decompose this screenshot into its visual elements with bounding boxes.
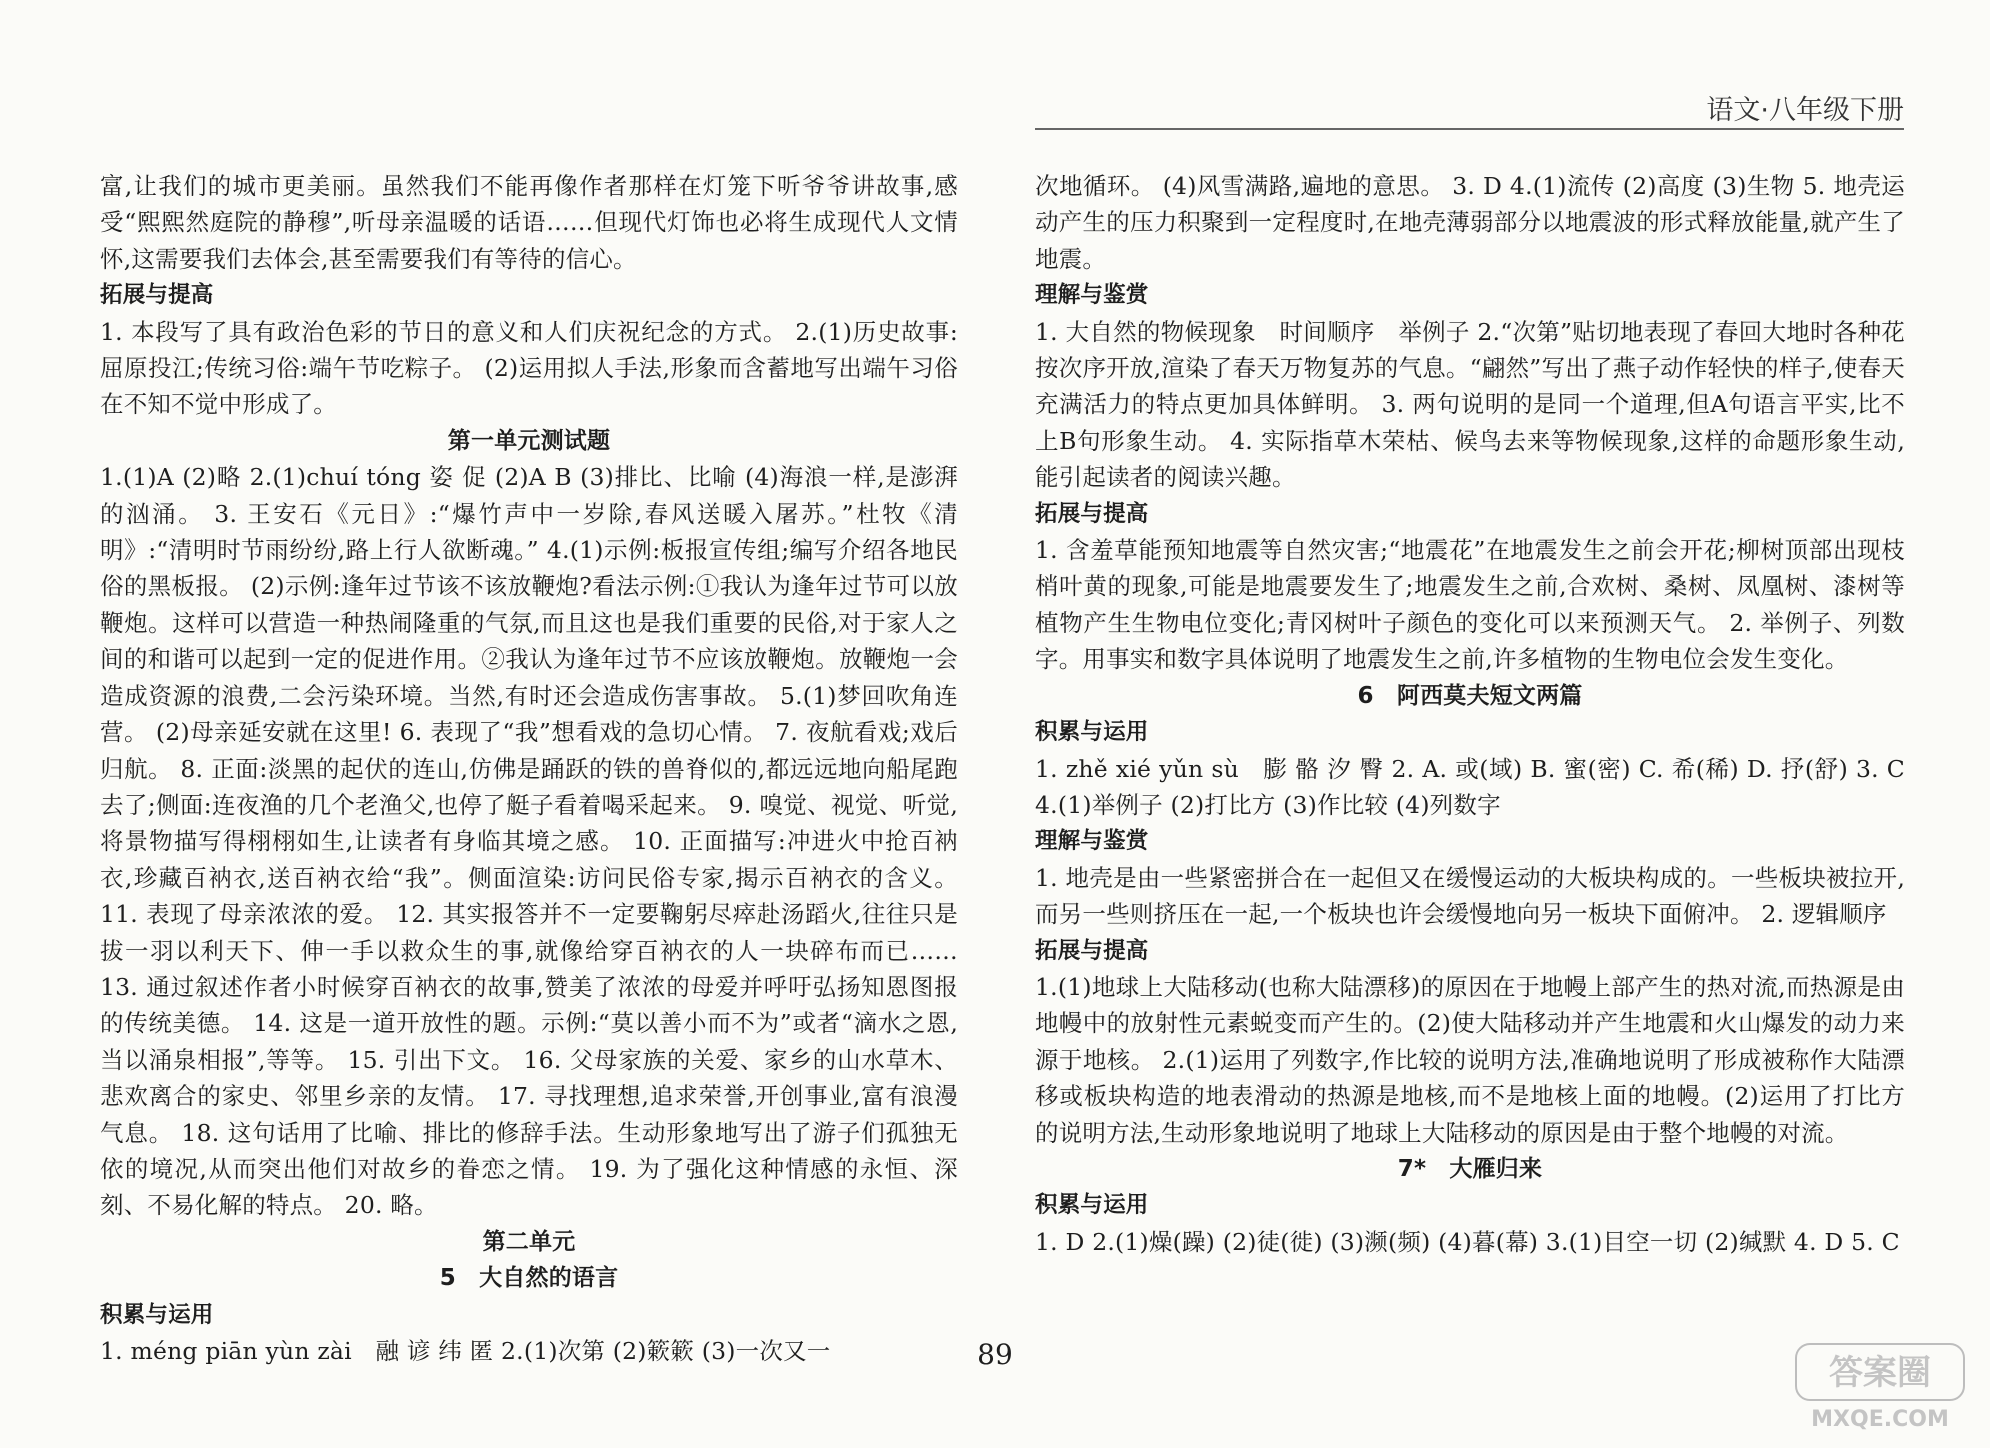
- continued-paragraph: 次地循环。 (4)风雪满路,遍地的意思。 3. D 4.(1)流传 (2)高度 (3)生物 5. 地壳运动产生的压力积聚到一定程度时,在地壳薄弱部分以地震波的形式释放能量,就产生了地震。: [1035, 172, 1905, 273]
- unit-test-paragraph: 1.(1)A (2)略 2.(1)chuí tóng 姿 促 (2)A B (3)排比、比喻 (4)海浪一样,是澎湃的汹涌。 3. 王安石《元日》:“爆竹声中一岁除,春风送暖入屠苏。”杜牧《清明》:“清明时节雨纷纷,路上行人欲断魂。” 4.(1)示例:板报宣传组;编写介绍各地民俗的黑板报。 (2)示例:逢年过节该不该放鞭炮?看法示例:①我认为逢年过节可以放鞭炮。这样可以营造一种热闹隆重的气氛,而且这也是我们重要的民俗,对于家人之间的和谐可以起到一定的促进作用。②我认为逢年过节不应该放鞭炮。放鞭炮一会造成资源的浪费,二会污染环境。当然,有时还会造成伤害事故。 5.(1)梦回吹角连营。 (2)母亲延安就在这里! 6. 表现了“我”想看戏的急切心情。 7. 夜航看戏;戏后归航。 8. 正面:淡黑的起伏的连山,仿佛是踊跃的铁的兽脊似的,都远远地向船尾跑去了;侧面:连夜渔的几个老渔父,也停了艇子看着喝采起来。 9. 嗅觉、视觉、听觉,将景物描写得栩栩如生,让读者有身临其境之感。 10. 正面描写:冲进火中抢百衲衣,珍藏百衲衣,送百衲衣给“我”。侧面渲染:访问民俗专家,揭示百衲衣的含义。 11. 表现了母亲浓浓的爱。 12. 其实报答并不一定要鞠躬尽瘁赴汤蹈火,往往只是拔一羽以利天下、伸一手以救众生的事,就像给穿百衲衣的人一块碎布而已…… 13. 通过叙述作者小时候穿百衲衣的故事,赞美了浓浓的母爱并呼吁弘扬知恩图报的传统美德。 14. 这是一道开放性的题。示例:“莫以善小而不为”或者“滴水之恩,当以涌泉相报”,等等。 15. 引出下文。 16. 父母家族的关爱、家乡的山水草木、悲欢离合的家史、邻里乡亲的友情。 17. 寻找理想,追求荣誉,开创事业,富有浪漫气息。 18. 这句话用了比喻、排比的修辞手法。生动形象地写出了游子们孤独无依的境况,从而突出他们对故乡的眷恋之情。 19. 为了强化这种情感的永恒、深刻、不易化解的特点。 20. 略。: [100, 463, 958, 1220]
- watermark-cn: 答案圈: [1829, 1353, 1931, 1393]
- extension-paragraph: 1. 本段写了具有政治色彩的节日的意义和人们庆祝纪念的方式。 2.(1)历史故事:屈原投江;传统习俗:端午节吃粽子。 (2)运用拟人手法,形象而含蓄地写出端午习俗在不知不觉中形成了。: [100, 317, 958, 419]
- understanding-paragraph: 1. 大自然的物候现象 时间顺序 举例子 2.“次第”贴切地表现了春回大地时各种花按次序开放,渲染了春天万物复苏的气息。“翩然”写出了燕子动作轻快的样子,使春天充满活力的特点更加具体鲜明。 3. 两句说明的是同一个道理,但A句语言平实,比不上B句形象生动。 4. 实际指草木荣枯、候鸟去来等物候现象,这样的命题形象生动,能引起读者的阅读兴趣。: [1035, 317, 1905, 492]
- page-number: 89: [977, 1338, 1013, 1371]
- running-header: 语文·八年级下册: [1706, 95, 1904, 126]
- watermark-en: MXQE.COM: [1811, 1407, 1949, 1432]
- right-column: [1035, 168, 1905, 1260]
- lesson6-extension-heading: 拓展与提高: [1035, 937, 1149, 964]
- header-rule: [1035, 128, 1904, 130]
- section-heading-extension-2: 拓展与提高: [1035, 500, 1149, 527]
- lesson6-understanding-paragraph: 1. 地壳是由一些紧密拼合在一起但又在缓慢运动的大板块构成的。一些板块被拉开,而另一些则挤压在一起,一个板块也许会缓慢地向另一板块下面俯冲。 2. 逻辑顺序: [1035, 863, 1905, 929]
- section-heading-accumulation: 积累与运用: [100, 1301, 214, 1328]
- lesson7-title: 7* 大雁归来: [1397, 1155, 1543, 1182]
- lesson6-understanding-heading: 理解与鉴赏: [1035, 828, 1149, 855]
- lesson6-accumulation-heading: 积累与运用: [1035, 719, 1149, 746]
- lesson6-extension-paragraph: 1.(1)地球上大陆移动(也称大陆漂移)的原因在于地幔上部产生的热对流,而热源是由地幔中的放射性元素蜕变而产生的。(2)使大陆移动并产生地震和火山爆发的动力来源于地核。 2.(1)运用了列数字,作比较的说明方法,准确地说明了形成被称作大陆漂移或板块构造的地表滑动的热源是地核,而不是地核上面的地幔。(2)运用了打比方的说明方法,生动形象地说明了地球上大陆移动的原因是由于整个地幔的对流。: [1035, 972, 1905, 1147]
- intro-paragraph: 富,让我们的城市更美丽。虽然我们不能再像作者那样在灯笼下听爷爷讲故事,感受“熙熙然庭院的静穆”,听母亲温暖的话语……但现代灯饰也必将生成现代人文情怀,这需要我们去体会,甚至需要我们有等待的信心。: [100, 172, 958, 273]
- lesson5-title: 5 大自然的语言: [439, 1265, 619, 1292]
- section-heading-understanding: 理解与鉴赏: [1035, 282, 1149, 309]
- section-heading-extension: 拓展与提高: [100, 282, 214, 309]
- lesson6-accumulation-paragraph: 1. zhě xié yǔn sù 膨 骼 汐 臀 2. A. 或(域) B. 蜜(密) C. 希(稀) D. 抒(舒) 3. C 4.(1)举例子 (2)打比方 (3)作比较 (4)列数字: [1035, 754, 1905, 819]
- unit-test-title: 第一单元测试题: [447, 427, 611, 454]
- extension-paragraph-2: 1. 含羞草能预知地震等自然灾害;“地震花”在地震发生之前会开花;柳树顶部出现枝梢叶黄的现象,可能是地震要发生了;地震发生之前,合欢树、桑树、凤凰树、漆树等植物产生生物电位变化;青冈树叶子颜色的变化可以来预测天气。 2. 举例子、列数字。用事实和数字具体说明了地震发生之前,许多植物的生物电位会发生变化。: [1035, 536, 1905, 674]
- lesson6-title: 6 阿西莫夫短文两篇: [1357, 682, 1583, 709]
- lesson5-accumulation-paragraph: 1. méng piān yùn zài 融 谚 纬 匿 2.(1)次第 (2)簌簌 (3)一次又一: [100, 1337, 831, 1365]
- lesson7-accumulation-heading: 积累与运用: [1035, 1192, 1149, 1219]
- left-column: [100, 168, 958, 1369]
- lesson7-accumulation-paragraph: 1. D 2.(1)燥(躁) (2)徒(徙) (3)濒(频) (4)暮(幕) 3.(1)目空一切 (2)缄默 4. D 5. C: [1035, 1227, 1900, 1256]
- unit-two-title: 第二单元: [482, 1228, 576, 1255]
- watermark-logo: [1790, 1336, 1970, 1436]
